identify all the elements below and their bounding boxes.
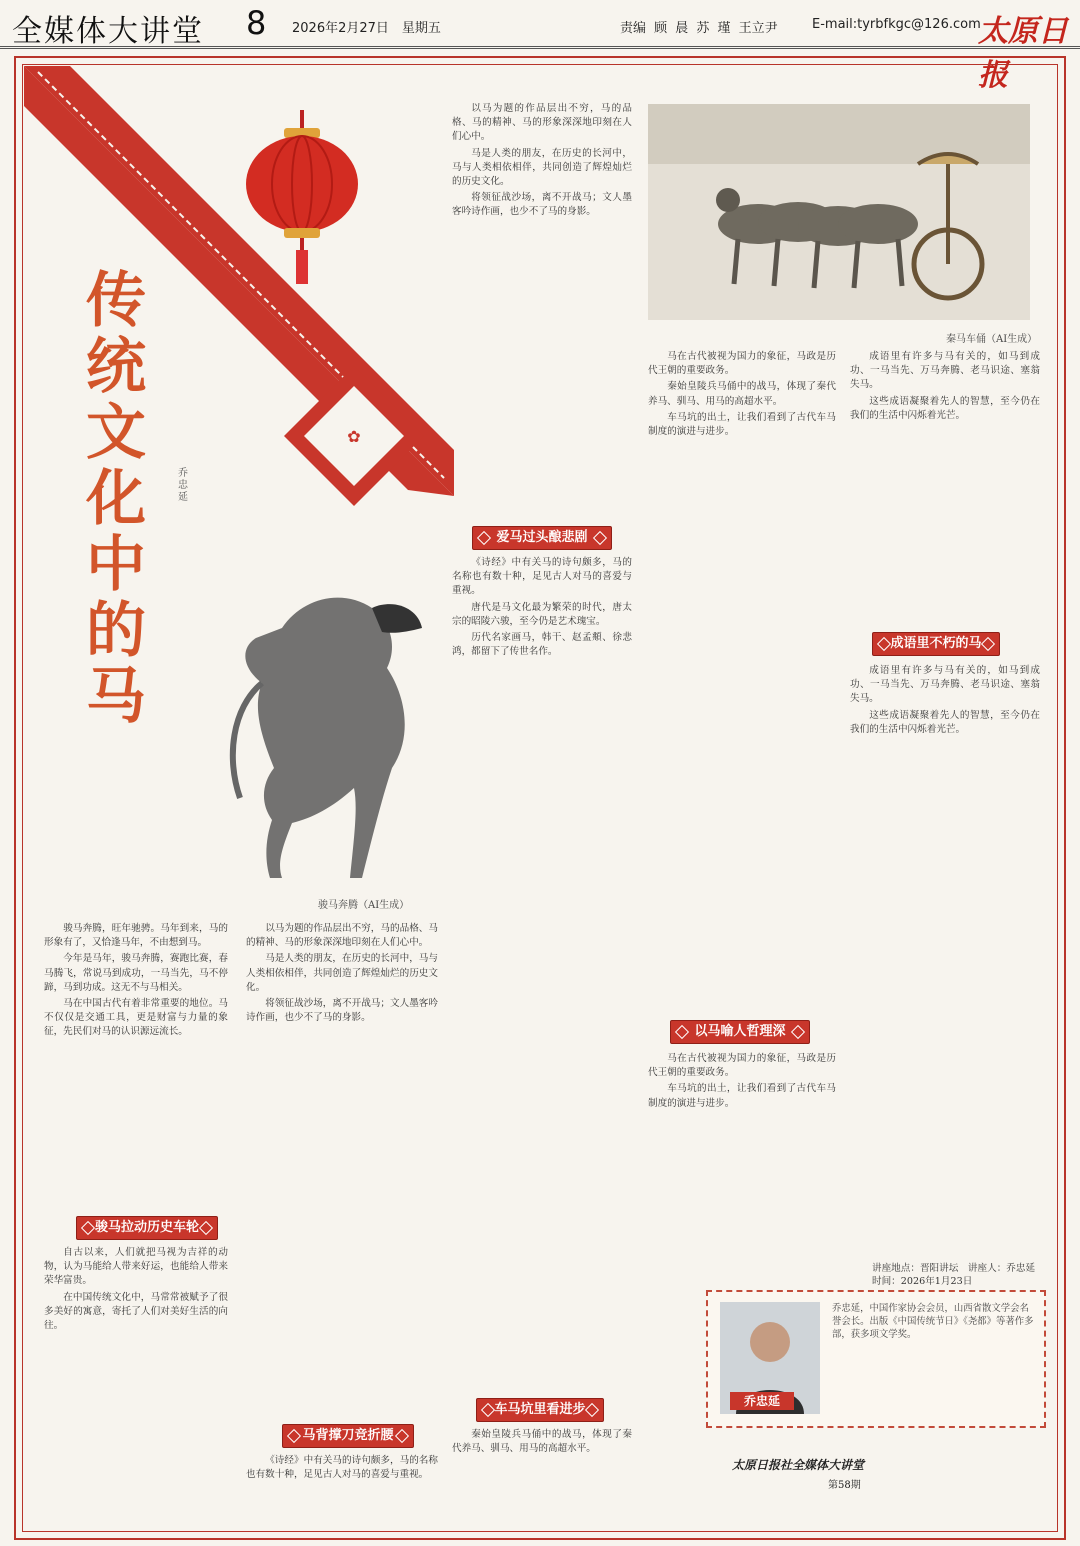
para: 历代名家画马，韩干、赵孟頫、徐悲鸿，都留下了传世名作。 [452,632,632,658]
author-name-tag: 乔忠延 [730,1392,794,1410]
newspaper-logo: 太原日报 [978,14,1068,93]
para: 以马为题的作品层出不穷，马的品格、马的精神、马的形象深深地印刻在人们心中。 [246,923,438,949]
para: 以马为题的作品层出不穷，马的品格、马的精神、马的形象深深地印刻在人们心中。 [452,103,632,143]
subhead-6: 车马坑里看进步 [476,1398,604,1422]
author-bio-text: 乔忠延，中国作家协会会员，山西省散文学会名誉会长。出版《中国传统节日》《尧都》等著作多部，获多项文学奖。 [832,1303,1034,1340]
text-col-lower-left [44,922,228,1212]
para: 马在古代被视为国力的象征，马政是历代王朝的重要政务。 [648,351,836,377]
para: 今年是马年，骏马奔腾，赛跑比赛，春马腾飞，常说马到成功，一马当先，马不停蹄，马到功成。这无不与马相关。 [44,953,228,993]
text-col-middle [452,556,632,1396]
svg-text:✿: ✿ [347,427,361,446]
para: 唐代是马文化最为繁荣的时代，唐太宗的昭陵六骏，至今仍是艺术瑰宝。 [452,601,632,627]
para: 秦始皇陵兵马俑中的战马，体现了秦代养马、驯马、用马的高超水平。 [648,381,836,407]
text-col-bottom-left [44,1246,228,1526]
subhead-1: 爱马过头酿悲剧 [472,526,612,550]
para: 在中国传统文化中，马常常被赋予了很多美好的寓意，寄托了人们对美好生活的向往。 [44,1291,228,1332]
para: 《诗经》中有关马的诗句颇多，马的名称也有数十种，足见古人对马的喜爱与重视。 [452,557,632,597]
para: 秦始皇陵兵马俑中的战马，体现了秦代养马、驯马、用马的高超水平。 [452,1429,632,1455]
text-col-right-2 [850,350,1040,630]
para: 马在中国古代有着非常重要的地位。马不仅仅是交通工具，更是财富与力量的象征，先民们对马的认识源远流长。 [44,998,228,1038]
subhead-4: 以马喻人哲理深 [670,1020,810,1044]
text-col-bottom-center [246,1454,438,1528]
text-col-bottom-middle [452,1428,632,1528]
issue-number: 第58期 [828,1480,861,1491]
para: 马在古代被视为国力的象征，马政是历代王朝的重要政务。 [648,1053,836,1079]
para: 马是人类的朋友，在历史的长河中，马与人类相依相伴，共同创造了辉煌灿烂的历史文化。 [452,147,632,188]
para: 这些成语凝聚着先人的智慧，至今仍在我们的生活中闪烁着光芒。 [850,395,1040,421]
chariot-caption: 秦马车俑（AI生成） [946,334,1038,345]
lecture-info: 讲座地点：晋阳讲坛 讲座人：乔忠延 时间：2026年1月23日 [872,1263,1045,1287]
horse-illustration [222,588,432,888]
section-title: 全媒体大讲堂 [12,14,204,49]
email-address: E-mail:tyrbfkgc@126.com [812,17,981,32]
issue-date: 2026年2月27日 星期五 [292,21,441,36]
para: 车马坑的出土，让我们看到了古代车马制度的演进与进步。 [648,1083,836,1109]
para: 《诗经》中有关马的诗句颇多，马的名称也有数十种，足见古人对马的喜爱与重视。 [246,1455,438,1481]
article-title: 传统文化中的马 [86,266,146,732]
page-number: 8 [246,4,267,42]
para: 马是人类的朋友，在历史的长河中，马与人类相依相伴，共同创造了辉煌灿烂的历史文化。 [246,953,438,993]
para: 成语里有许多与马有关的，如马到成功、一马当先、万马奔腾、老马识途、塞翁失马。 [850,665,1040,705]
chariot-illustration [648,104,1030,320]
para: 将领征战沙场，离不开战马；文人墨客吟诗作画，也少不了马的身影。 [452,192,632,218]
para: 这些成语凝聚着先人的智慧，至今仍在我们的生活中闪烁着光芒。 [850,709,1040,735]
editors: 责编 顾 晨 苏 瑾 王立尹 [620,21,778,36]
text-col-top-middle [452,102,632,514]
text-col-right-1b [648,1052,836,1282]
para: 自古以来，人们就把马视为吉祥的动物，认为马能给人带来好运，也能给人带来荣华富贵。 [44,1247,228,1287]
subhead-5: 成语里不朽的马 [872,632,1000,656]
lantern-icon [238,110,368,290]
text-col-lower-center [246,922,438,1410]
page-header [0,0,1080,93]
text-col-right-1 [648,350,836,1000]
subhead-2: 骏马拉动历史车轮 [76,1216,218,1240]
para: 将领征战沙场，离不开战马；文人墨客吟诗作画，也少不了马的身影。 [246,998,438,1024]
author-bio-box [706,1290,1046,1428]
author-byline: 乔忠延 [178,468,188,503]
column-brand: 太原日报社全媒体大讲堂 [732,1458,865,1472]
para: 骏马奔腾，旺年驰骋。马年到来，马的形象有了，又恰逢马年，不由想到马。 [44,923,228,949]
subhead-3: 马背撑刀竞折腰 [282,1424,414,1448]
para: 成语里有许多与马有关的，如马到成功、一马当先、万马奔腾、老马识途、塞翁失马。 [850,351,1040,391]
horse-caption: 骏马奔腾（AI生成） [318,900,410,911]
text-col-right-2b [850,664,1040,1244]
para: 车马坑的出土，让我们看到了古代车马制度的演进与进步。 [648,411,836,438]
